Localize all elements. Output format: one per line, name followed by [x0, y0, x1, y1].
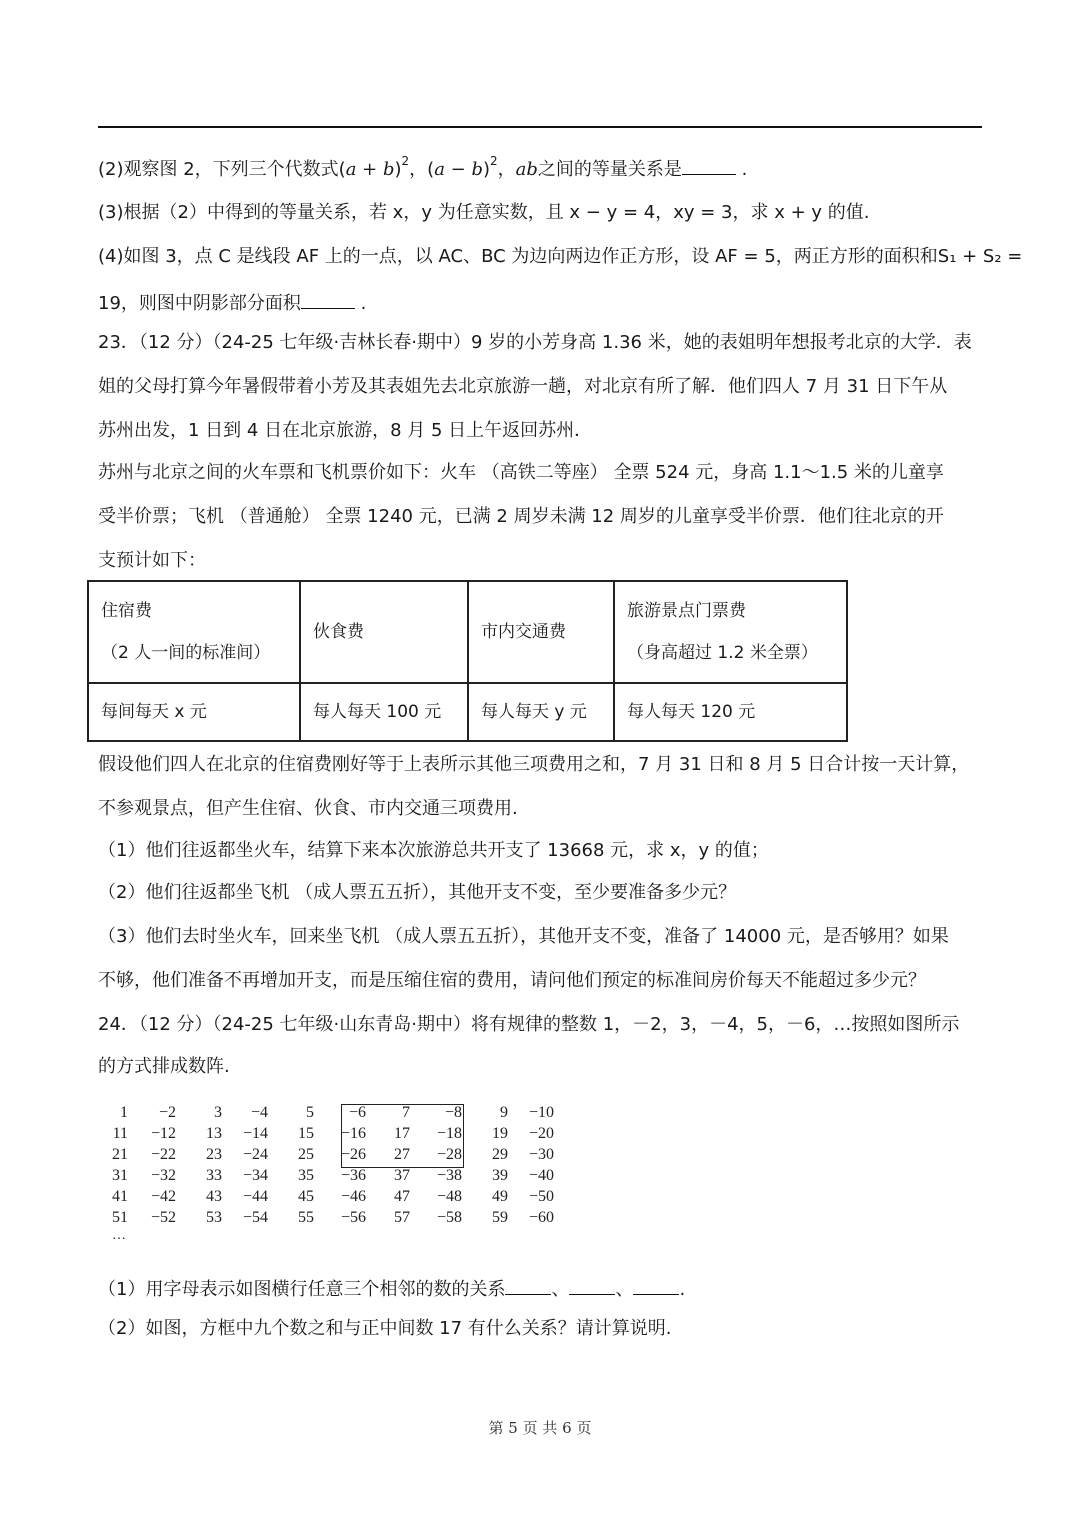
cell-transport-value: 每人每天 y 元	[468, 683, 614, 741]
grid-cell: −28	[436, 1146, 462, 1163]
grid-row	[100, 1167, 560, 1188]
q22-part4-line2: 19，则图中阴影部分面积 .	[98, 290, 366, 315]
grid-cell: −6	[348, 1104, 366, 1121]
grid-cell: 55	[298, 1209, 314, 1226]
grid-cell: −22	[150, 1146, 176, 1163]
grid-cell: −20	[528, 1125, 554, 1142]
grid-cell: 25	[298, 1146, 314, 1163]
grid-row	[100, 1209, 560, 1230]
q23-stem-line5: 受半价票；飞机 （普通舱） 全票 1240 元，已满 2 周岁未满 12 周岁的儿童享受半价票．他们往北京的开	[98, 506, 944, 527]
answer-blank[interactable]	[569, 1276, 615, 1295]
grid-cell: 41	[112, 1188, 128, 1205]
grid-cell: −42	[150, 1188, 176, 1205]
q23-part3-line2: 不够，他们准备不再增加开支，而是压缩住宿的费用，请问他们预定的标准间房价每天不能超过多少元？	[98, 970, 926, 991]
grid-cell: −2	[158, 1104, 176, 1121]
answer-blank[interactable]	[505, 1276, 551, 1295]
grid-cell: 1	[120, 1104, 128, 1121]
q22-part3: (3)根据（2）中得到的等量关系，若 x，y 为任意实数，且 x − y = 4，xy = 3，求 x + y 的值.	[98, 202, 870, 223]
q23-stem-line1: 23．（12 分）（24-25 七年级·吉林长春·期中）9 岁的小芳身高 1.36 米，她的表姐明年想报考北京的大学．表	[98, 332, 972, 353]
grid-row	[100, 1104, 560, 1125]
header-cell-transport: 市内交通费	[468, 581, 614, 683]
answer-blank[interactable]	[301, 290, 355, 309]
q23-part1: （1）他们往返都坐火车，结算下来本次旅游总共开支了 13668 元，求 x，y 的值；	[98, 840, 769, 861]
grid-cell: 33	[206, 1167, 222, 1184]
grid-cell: 37	[394, 1167, 410, 1184]
grid-cell: −52	[150, 1209, 176, 1226]
grid-cell: −48	[436, 1188, 462, 1205]
cell-lodging-value: 每间每天 x 元	[88, 683, 300, 741]
q22-part2: (2)观察图 2，下列三个代数式$(a + b)^2$，$(a - b)^2$，ab之间的等量关系是 .	[98, 154, 748, 180]
grid-cell: −38	[436, 1167, 462, 1184]
q23-stem-line6: 支预计如下：	[98, 550, 206, 571]
grid-cell: 19	[492, 1125, 508, 1142]
grid-cell: 13	[206, 1125, 222, 1142]
grid-cell: 11	[112, 1125, 128, 1142]
grid-cell: −34	[242, 1167, 268, 1184]
grid-cell: −16	[340, 1125, 366, 1142]
grid-cell: −10	[528, 1104, 554, 1121]
table-row	[88, 683, 847, 741]
grid-cell: −46	[340, 1188, 366, 1205]
grid-cell: 35	[298, 1167, 314, 1184]
grid-cell: 15	[298, 1125, 314, 1142]
q23-part2: （2）他们往返都坐飞机 （成人票五五折），其他开支不变，至少要准备多少元？	[98, 882, 737, 903]
q22-part4-line1: (4)如图 3，点 C 是线段 AF 上的一点，以 AC、BC 为边向两边作正方形，设 AF = 5，两正方形的面积和S₁ + S₂ =	[98, 246, 1023, 267]
grid-cell: 45	[298, 1188, 314, 1205]
grid-cell: 31	[112, 1167, 128, 1184]
grid-cell: −54	[242, 1209, 268, 1226]
grid-cell: 17	[394, 1125, 410, 1142]
grid-cell: −40	[528, 1167, 554, 1184]
grid-cell: −58	[436, 1209, 462, 1226]
page-footer: 第 5 页 共 6 页	[488, 1419, 592, 1437]
grid-cell: 51	[112, 1209, 128, 1226]
grid-cell: −50	[528, 1188, 554, 1205]
grid-cell: 5	[306, 1104, 314, 1121]
grid-cell: 47	[394, 1188, 410, 1205]
grid-cell: 39	[492, 1167, 508, 1184]
grid-cell: −56	[340, 1209, 366, 1226]
grid-cell: −12	[150, 1125, 176, 1142]
q24-part1: （1）用字母表示如图横行任意三个相邻的数的关系 、 、 .	[98, 1276, 685, 1301]
grid-cell: −36	[340, 1167, 366, 1184]
q24-part2: （2）如图，方框中九个数之和与正中间数 17 有什么关系？请计算说明.	[98, 1318, 672, 1339]
grid-cell: 59	[492, 1209, 508, 1226]
grid-cell: 29	[492, 1146, 508, 1163]
q24-stem-line1: 24．（12 分）（24-25 七年级·山东青岛·期中）将有规律的整数 1，－2，3，－4，5，－6，…按照如图所示	[98, 1014, 960, 1035]
grid-cell: −44	[242, 1188, 268, 1205]
q23-stem-line3: 苏州出发，1 日到 4 日在北京旅游，8 月 5 日上午返回苏州．	[98, 420, 593, 441]
cell-tickets-value: 每人每天 120 元	[614, 683, 847, 741]
grid-cell: 53	[206, 1209, 222, 1226]
cost-table	[87, 580, 848, 742]
grid-cell: −24	[242, 1146, 268, 1163]
grid-cell: 21	[112, 1146, 128, 1163]
grid-cell: −26	[340, 1146, 366, 1163]
grid-cell: −32	[150, 1167, 176, 1184]
q23-assume-line1: 假设他们四人在北京的住宿费刚好等于上表所示其他三项费用之和，7 月 31 日和 8 月 5 日合计按一天计算，	[98, 754, 970, 775]
header-cell-food: 伙食费	[300, 581, 468, 683]
header-rule	[98, 126, 982, 128]
grid-row	[100, 1188, 560, 1209]
grid-cell: 57	[394, 1209, 410, 1226]
q24-stem-line2: 的方式排成数阵.	[98, 1056, 230, 1077]
grid-cell: −18	[436, 1125, 462, 1142]
grid-row	[100, 1125, 560, 1146]
cell-food-value: 每人每天 100 元	[300, 683, 468, 741]
grid-cell: −60	[528, 1209, 554, 1226]
grid-cell: 3	[214, 1104, 222, 1121]
answer-blank[interactable]	[633, 1276, 679, 1295]
grid-cell: −4	[250, 1104, 268, 1121]
grid-row	[100, 1146, 560, 1167]
grid-cell: 9	[500, 1104, 508, 1121]
grid-cell: −14	[242, 1125, 268, 1142]
q23-stem-line4: 苏州与北京之间的火车票和飞机票价如下：火车 （高铁二等座） 全票 524 元，身高 1.1～1.5 米的儿童享	[98, 462, 944, 483]
table-row	[88, 581, 847, 683]
grid-cell: 43	[206, 1188, 222, 1205]
grid-ellipsis: …	[112, 1228, 126, 1243]
grid-cell: −30	[528, 1146, 554, 1163]
grid-cell: −8	[444, 1104, 462, 1121]
q23-stem-line2: 姐的父母打算今年暑假带着小芳及其表姐先去北京旅游一趟，对北京有所了解．他们四人 7 月 31 日下午从	[98, 376, 948, 397]
q23-assume-line2: 不参观景点，但产生住宿、伙食、市内交通三项费用.	[98, 798, 518, 819]
grid-cell: 49	[492, 1188, 508, 1205]
header-cell-lodging: 住宿费 （2 人一间的标准间）	[88, 581, 300, 683]
grid-cell: 23	[206, 1146, 222, 1163]
header-cell-tickets: 旅游景点门票费 （身高超过 1.2 米全票）	[614, 581, 847, 683]
answer-blank[interactable]	[682, 156, 736, 175]
q23-part3-line1: （3）他们去时坐火车，回来坐飞机 （成人票五五折），其他开支不变，准备了 14000 元，是否够用？如果	[98, 926, 949, 947]
nine-number-frame	[341, 1104, 464, 1168]
grid-cell: 27	[394, 1146, 410, 1163]
grid-cell: 7	[402, 1104, 410, 1121]
